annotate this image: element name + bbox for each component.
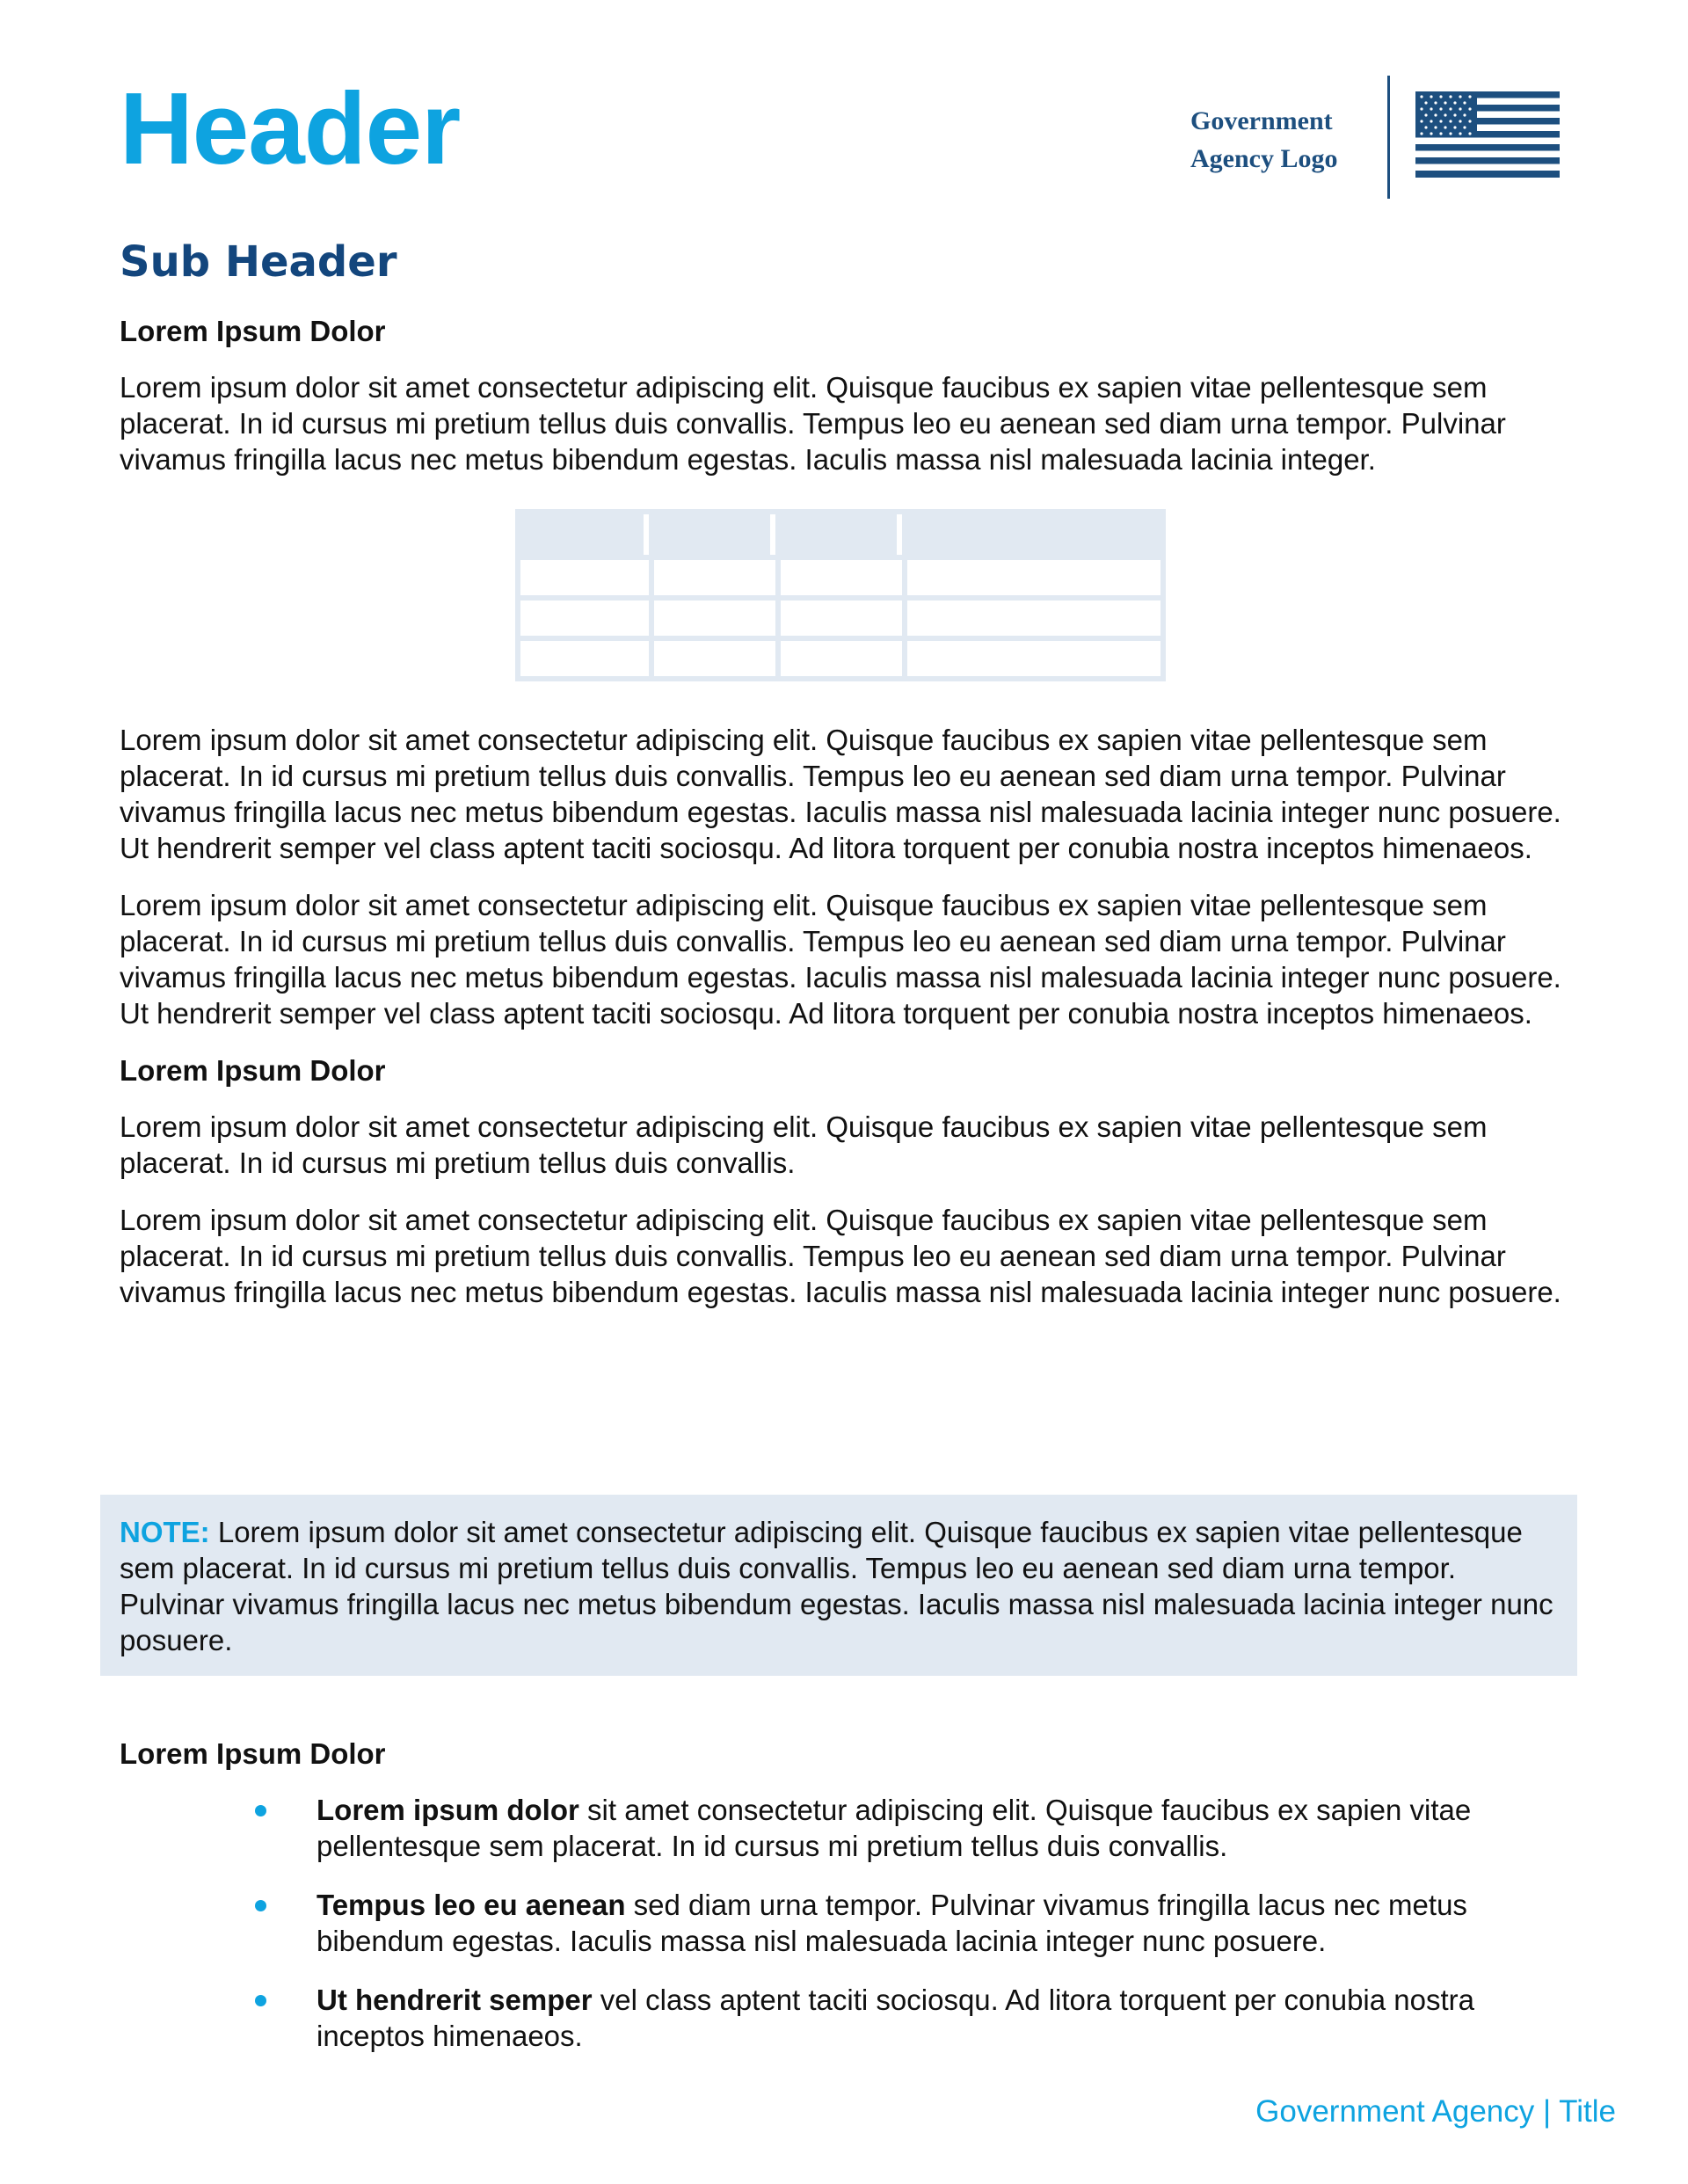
table-cell [654,560,775,595]
page-title: Header [120,71,461,186]
placeholder-table [515,509,1166,681]
section-heading: Lorem Ipsum Dolor [120,1054,386,1087]
bullet-icon [255,1900,266,1911]
logo-divider [1387,76,1390,199]
paragraph: Lorem ipsum dolor sit amet consectetur adipiscing elit. Quisque faucibus ex sapien vitae pellentesque sem placerat. In id cursus mi pretium tellus duis convallis. Tempus leo eu aenean sed diam urna tempor. Pulvinar vivamus fringilla lacus nec metus bibendum egestas. Iaculis massa nisl malesuada lacinia integer nunc posuere. Ut hendrerit semper vel class aptent taciti sociosqu. Ad litora torquent per conubia nostra inceptos himenaeos. [120,889,1561,1030]
note-callout [100,1495,1577,1676]
paragraph: Lorem ipsum dolor sit amet consectetur adipiscing elit. Quisque faucibus ex sapien vitae pellentesque sem placerat. In id cursus mi pretium tellus duis convallis. Tempus leo eu aenean sed diam urna tempor. Pulvinar vivamus fringilla lacus nec metus bibendum egestas. Iaculis massa nisl malesuada lacinia integer nunc posuere. [120,1204,1561,1308]
table-row [520,641,1160,676]
section-heading: Lorem Ipsum Dolor [120,315,386,347]
us-flag-icon [1415,91,1560,178]
placeholder-table-wrapper [515,509,1570,681]
table-cell [654,601,775,636]
bullet-icon [255,1995,266,2006]
table-cell [907,641,1160,676]
table-row [520,601,1160,636]
list-item-lead: Tempus leo eu aenean [316,1889,626,1921]
list-section [120,1736,1570,2077]
section-heading: Lorem Ipsum Dolor [120,1737,386,1770]
list-item-lead: Ut hendrerit semper [316,1984,593,2016]
bullet-list [120,1792,1570,2054]
sub-header: Sub Header [120,237,397,287]
list-item-lead: Lorem ipsum dolor [316,1794,579,1826]
table-cell [781,560,902,595]
table-header-cell [907,514,1160,555]
paragraph: Lorem ipsum dolor sit amet consectetur adipiscing elit. Quisque faucibus ex sapien vitae pellentesque sem placerat. In id cursus mi pretium tellus duis convallis. Tempus leo eu aenean sed diam urna tempor. Pulvinar vivamus fringilla lacus nec metus bibendum egestas. Iaculis massa nisl malesuada lacinia integer nunc posuere. Ut hendrerit semper vel class aptent taciti sociosqu. Ad litora torquent per conubia nostra inceptos himenaeos. [120,724,1561,864]
list-item-text: vel class aptent taciti sociosqu. Ad litora torquent per conubia nostra inceptos himenaeos. [316,1984,1474,2052]
paragraph: Lorem ipsum dolor sit amet consectetur adipiscing elit. Quisque faucibus ex sapien vitae pellentesque sem placerat. In id cursus mi pretium tellus duis convallis. Tempus leo eu aenean sed diam urna tempor. Pulvinar vivamus fringilla lacus nec metus bibendum egestas. Iaculis massa nisl malesuada lacinia integer. [120,371,1506,476]
list-item [316,1887,1570,1959]
table-row [520,560,1160,595]
logo-text [1190,102,1338,178]
list-item [316,1982,1570,2054]
table-cell [907,560,1160,595]
table-header-cell [520,514,649,555]
paragraph: Lorem ipsum dolor sit amet consectetur adipiscing elit. Quisque faucibus ex sapien vitae pellentesque sem placerat. In id cursus mi pretium tellus duis convallis. [120,1110,1488,1179]
list-item [316,1792,1570,1864]
table-cell [520,560,649,595]
agency-logo [1190,76,1568,199]
table-cell [520,641,649,676]
table-cell [781,641,902,676]
table-cell [907,601,1160,636]
logo-line-2: Agency Logo [1190,144,1338,173]
page-header [120,71,461,186]
table-header-row [520,514,1160,555]
logo-line-1: Government [1190,106,1333,135]
table-header-cell [654,514,775,555]
list-item-text: sit amet consectetur adipiscing elit. Quisque faucibus ex sapien vitae pellentesque sem placerat. In id cursus mi pretium tellus duis convallis. [316,1794,1472,1862]
note-text [100,1495,1577,1658]
bullet-icon [255,1805,266,1816]
main-content [120,230,1570,1331]
page-footer: Government Agency | Title [1255,2094,1616,2129]
table-header-cell [781,514,902,555]
table-cell [781,601,902,636]
table-cell [520,601,649,636]
note-body: Lorem ipsum dolor sit amet consectetur adipiscing elit. Quisque faucibus ex sapien vitae pellentesque sem placerat. In id cursus mi pretium tellus duis convallis. Tempus leo eu aenean sed diam urna tempor. Pulvinar vivamus fringilla lacus nec metus bibendum egestas. Iaculis massa nisl malesuada lacinia integer nunc posuere. [120,1516,1553,1656]
note-label: NOTE: [120,1516,210,1548]
list-item-text: sed diam urna tempor. Pulvinar vivamus fringilla lacus nec metus bibendum egestas. Iaculis massa nisl malesuada lacinia integer nunc posuere. [316,1889,1467,1957]
table-cell [654,641,775,676]
